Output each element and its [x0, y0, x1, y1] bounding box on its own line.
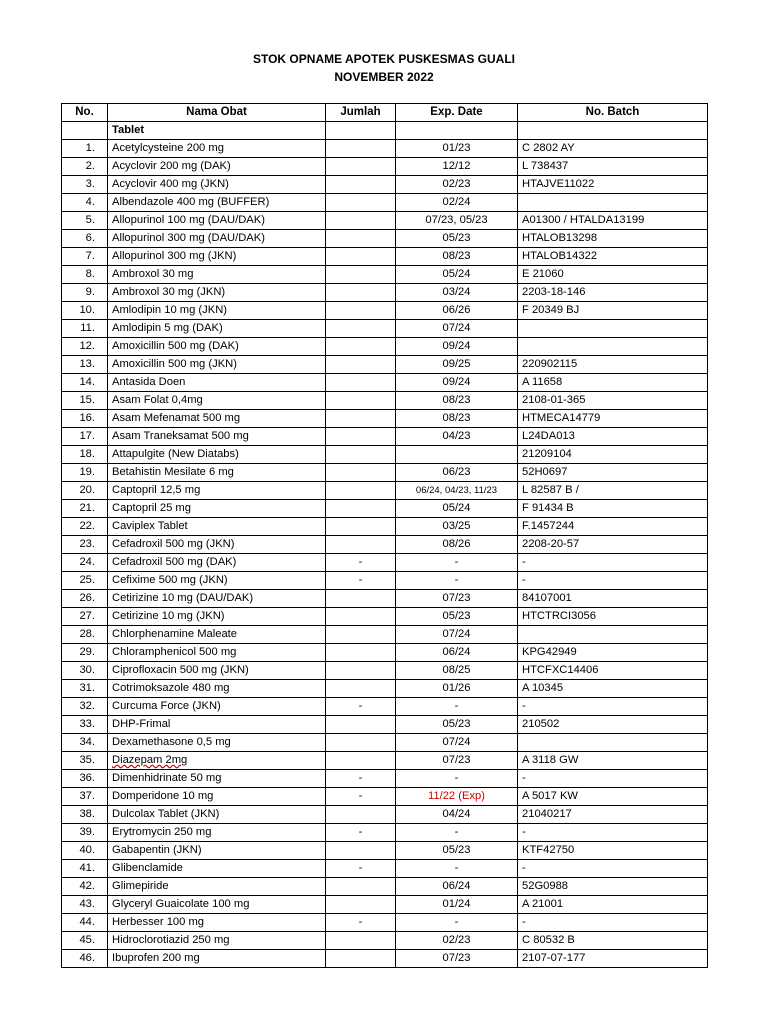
drug-name: Amlodipin 5 mg (DAK)	[108, 320, 326, 338]
row-number: 35.	[62, 752, 108, 770]
drug-name: Cefixime 500 mg (JKN)	[108, 572, 326, 590]
table-row	[62, 914, 708, 932]
table-row	[62, 356, 708, 374]
table-row	[62, 392, 708, 410]
drug-name: Cefadroxil 500 mg (JKN)	[108, 536, 326, 554]
table-row	[62, 158, 708, 176]
exp-date: 09/24	[396, 338, 518, 356]
exp-date: 07/24	[396, 734, 518, 752]
batch-number: HTALOB13298	[518, 230, 708, 248]
exp-date: 02/23	[396, 176, 518, 194]
table-row	[62, 248, 708, 266]
batch-number: 2203-18-146	[518, 284, 708, 302]
row-number: 30.	[62, 662, 108, 680]
row-number: 6.	[62, 230, 108, 248]
column-header-batch: No. Batch	[518, 104, 708, 122]
batch-number: -	[518, 824, 708, 842]
quantity	[326, 410, 396, 428]
quantity: -	[326, 572, 396, 590]
row-number: 8.	[62, 266, 108, 284]
table-row	[62, 842, 708, 860]
batch-number: KPG42949	[518, 644, 708, 662]
row-number: 13.	[62, 356, 108, 374]
drug-name: Captopril 12,5 mg	[108, 482, 326, 500]
drug-name: Attapulgite (New Diatabs)	[108, 446, 326, 464]
batch-number: C 80532 B	[518, 932, 708, 950]
exp-date: 08/23	[396, 248, 518, 266]
quantity: -	[326, 770, 396, 788]
exp-date: -	[396, 554, 518, 572]
table-row	[62, 140, 708, 158]
row-number: 27.	[62, 608, 108, 626]
quantity	[326, 446, 396, 464]
drug-name: Cetirizine 10 mg (DAU/DAK)	[108, 590, 326, 608]
batch-number: F.1457244	[518, 518, 708, 536]
exp-date: 08/23	[396, 410, 518, 428]
drug-name: Allopurinol 300 mg (JKN)	[108, 248, 326, 266]
exp-date: 07/24	[396, 626, 518, 644]
column-header-exp-date: Exp. Date	[396, 104, 518, 122]
exp-date: 04/24	[396, 806, 518, 824]
table-row	[62, 374, 708, 392]
table-row	[62, 788, 708, 806]
exp-date: 06/24	[396, 878, 518, 896]
table-row	[62, 572, 708, 590]
exp-date: 06/26	[396, 302, 518, 320]
table-row	[62, 500, 708, 518]
row-number: 15.	[62, 392, 108, 410]
exp-date: 06/23	[396, 464, 518, 482]
quantity	[326, 716, 396, 734]
row-number: 17.	[62, 428, 108, 446]
batch-number: E 21060	[518, 266, 708, 284]
drug-name: Gabapentin (JKN)	[108, 842, 326, 860]
quantity: -	[326, 914, 396, 932]
exp-date: 07/23, 05/23	[396, 212, 518, 230]
quantity	[326, 464, 396, 482]
table-row	[62, 230, 708, 248]
table-row	[62, 194, 708, 212]
exp-date: 05/24	[396, 266, 518, 284]
quantity	[326, 842, 396, 860]
drug-name: Antasida Doen	[108, 374, 326, 392]
batch-number: 2108-01-365	[518, 392, 708, 410]
quantity	[326, 626, 396, 644]
batch-number: 52H0697	[518, 464, 708, 482]
batch-number: HTCTRCI3056	[518, 608, 708, 626]
column-header-no: No.	[62, 104, 108, 122]
quantity	[326, 644, 396, 662]
batch-number: A 10345	[518, 680, 708, 698]
exp-date: -	[396, 824, 518, 842]
drug-name: Hidroclorotiazid 250 mg	[108, 932, 326, 950]
row-number: 23.	[62, 536, 108, 554]
exp-date: 09/24	[396, 374, 518, 392]
table-row	[62, 608, 708, 626]
row-number: 24.	[62, 554, 108, 572]
row-number: 41.	[62, 860, 108, 878]
drug-name: Ciprofloxacin 500 mg (JKN)	[108, 662, 326, 680]
batch-number: -	[518, 572, 708, 590]
exp-date	[396, 446, 518, 464]
row-number: 32.	[62, 698, 108, 716]
quantity	[326, 608, 396, 626]
quantity	[326, 896, 396, 914]
drug-name: Dexamethasone 0,5 mg	[108, 734, 326, 752]
drug-name: Acyclovir 400 mg (JKN)	[108, 176, 326, 194]
exp-date: 05/23	[396, 608, 518, 626]
batch-number: -	[518, 554, 708, 572]
table-row	[62, 950, 708, 968]
row-number: 26.	[62, 590, 108, 608]
table-row	[62, 464, 708, 482]
drug-name: Ambroxol 30 mg (JKN)	[108, 284, 326, 302]
row-number: 10.	[62, 302, 108, 320]
drug-name: Diazepam 2mg	[108, 752, 326, 770]
quantity	[326, 158, 396, 176]
drug-name: Acetylcysteine 200 mg	[108, 140, 326, 158]
quantity	[326, 878, 396, 896]
drug-name: Ambroxol 30 mg	[108, 266, 326, 284]
row-number: 20.	[62, 482, 108, 500]
section-row	[62, 122, 708, 140]
row-number: 9.	[62, 284, 108, 302]
quantity	[326, 338, 396, 356]
drug-name: Chloramphenicol 500 mg	[108, 644, 326, 662]
drug-name: Domperidone 10 mg	[108, 788, 326, 806]
drug-name: Caviplex Tablet	[108, 518, 326, 536]
drug-name: Dulcolax Tablet (JKN)	[108, 806, 326, 824]
exp-date: 05/24	[396, 500, 518, 518]
quantity: -	[326, 860, 396, 878]
exp-date: 09/25	[396, 356, 518, 374]
drug-name: Albendazole 400 mg (BUFFER)	[108, 194, 326, 212]
row-number: 46.	[62, 950, 108, 968]
quantity	[326, 302, 396, 320]
row-number: 31.	[62, 680, 108, 698]
quantity	[326, 662, 396, 680]
table-row	[62, 302, 708, 320]
row-number: 44.	[62, 914, 108, 932]
row-number: 42.	[62, 878, 108, 896]
quantity	[326, 806, 396, 824]
drug-name: Allopurinol 100 mg (DAU/DAK)	[108, 212, 326, 230]
row-number: 19.	[62, 464, 108, 482]
table-row	[62, 680, 708, 698]
quantity	[326, 248, 396, 266]
drug-name: Cetirizine 10 mg (JKN)	[108, 608, 326, 626]
batch-number	[518, 320, 708, 338]
batch-number: 220902115	[518, 356, 708, 374]
batch-number: HTCFXC14406	[518, 662, 708, 680]
table-row	[62, 716, 708, 734]
table-row	[62, 482, 708, 500]
exp-date: 06/24	[396, 644, 518, 662]
batch-number: F 91434 B	[518, 500, 708, 518]
batch-number: 2208-20-57	[518, 536, 708, 554]
quantity	[326, 428, 396, 446]
batch-number: KTF42750	[518, 842, 708, 860]
quantity	[326, 374, 396, 392]
row-number: 4.	[62, 194, 108, 212]
column-header-jumlah: Jumlah	[326, 104, 396, 122]
exp-date: 07/23	[396, 590, 518, 608]
exp-date: 06/24, 04/23, 11/23	[396, 482, 518, 500]
batch-number	[518, 626, 708, 644]
quantity	[326, 212, 396, 230]
row-number: 37.	[62, 788, 108, 806]
drug-name: Glibenclamide	[108, 860, 326, 878]
table-row	[62, 536, 708, 554]
batch-number: 2107-07-177	[518, 950, 708, 968]
stock-table	[61, 103, 708, 968]
exp-date: 05/23	[396, 842, 518, 860]
row-number: 43.	[62, 896, 108, 914]
quantity	[326, 482, 396, 500]
row-number: 16.	[62, 410, 108, 428]
row-number: 5.	[62, 212, 108, 230]
quantity	[326, 680, 396, 698]
drug-name: Asam Mefenamat 500 mg	[108, 410, 326, 428]
section-label: Tablet	[108, 122, 326, 140]
batch-number: L24DA013	[518, 428, 708, 446]
exp-date: -	[396, 860, 518, 878]
batch-number: A 11658	[518, 374, 708, 392]
table-row	[62, 860, 708, 878]
drug-name: Cefadroxil 500 mg (DAK)	[108, 554, 326, 572]
row-number: 22.	[62, 518, 108, 536]
row-number: 2.	[62, 158, 108, 176]
exp-date: 07/23	[396, 752, 518, 770]
drug-name: Amoxicillin 500 mg (DAK)	[108, 338, 326, 356]
quantity	[326, 536, 396, 554]
drug-name: Glyceryl Guaicolate 100 mg	[108, 896, 326, 914]
table-row	[62, 896, 708, 914]
batch-number: L 82587 B /	[518, 482, 708, 500]
drug-name: Cotrimoksazole 480 mg	[108, 680, 326, 698]
row-number: 36.	[62, 770, 108, 788]
table-row	[62, 338, 708, 356]
row-number: 40.	[62, 842, 108, 860]
batch-number: 210502	[518, 716, 708, 734]
quantity	[326, 734, 396, 752]
drug-name: Ibuprofen 200 mg	[108, 950, 326, 968]
exp-date: -	[396, 914, 518, 932]
row-number: 18.	[62, 446, 108, 464]
row-number: 29.	[62, 644, 108, 662]
table-row	[62, 806, 708, 824]
batch-number: F 20349 BJ	[518, 302, 708, 320]
batch-number: 52G0988	[518, 878, 708, 896]
drug-name: Acyclovir 200 mg (DAK)	[108, 158, 326, 176]
table-header-row	[62, 104, 708, 122]
table-row	[62, 554, 708, 572]
table-row	[62, 626, 708, 644]
table-row	[62, 212, 708, 230]
row-number: 45.	[62, 932, 108, 950]
drug-name: Curcuma Force (JKN)	[108, 698, 326, 716]
row-number: 28.	[62, 626, 108, 644]
document-period: NOVEMBER 2022	[334, 70, 434, 84]
exp-date: 02/23	[396, 932, 518, 950]
row-number: 34.	[62, 734, 108, 752]
quantity	[326, 140, 396, 158]
exp-date: 07/24	[396, 320, 518, 338]
quantity	[326, 284, 396, 302]
exp-date: 01/26	[396, 680, 518, 698]
batch-number: 21040217	[518, 806, 708, 824]
row-number: 3.	[62, 176, 108, 194]
exp-date: 02/24	[396, 194, 518, 212]
batch-number: -	[518, 860, 708, 878]
table-row	[62, 410, 708, 428]
quantity	[326, 176, 396, 194]
row-number: 14.	[62, 374, 108, 392]
quantity: -	[326, 554, 396, 572]
drug-name: DHP-Frimal	[108, 716, 326, 734]
table-row	[62, 734, 708, 752]
batch-number: HTAJVE11022	[518, 176, 708, 194]
table-row	[62, 284, 708, 302]
row-number: 38.	[62, 806, 108, 824]
batch-number	[518, 194, 708, 212]
table-row	[62, 932, 708, 950]
drug-name: Glimepiride	[108, 878, 326, 896]
exp-date: 05/23	[396, 716, 518, 734]
row-number: 1.	[62, 140, 108, 158]
batch-number: A 3118 GW	[518, 752, 708, 770]
quantity	[326, 320, 396, 338]
quantity: -	[326, 698, 396, 716]
table-row	[62, 266, 708, 284]
drug-name: Allopurinol 300 mg (DAU/DAK)	[108, 230, 326, 248]
batch-number	[518, 338, 708, 356]
table-row	[62, 644, 708, 662]
exp-date: -	[396, 770, 518, 788]
exp-date: 05/23	[396, 230, 518, 248]
drug-name: Betahistin Mesilate 6 mg	[108, 464, 326, 482]
batch-number: L 738437	[518, 158, 708, 176]
exp-date: 04/23	[396, 428, 518, 446]
quantity	[326, 752, 396, 770]
drug-name: Chlorphenamine Maleate	[108, 626, 326, 644]
drug-name: Dimenhidrinate 50 mg	[108, 770, 326, 788]
row-number: 7.	[62, 248, 108, 266]
batch-number: 21209104	[518, 446, 708, 464]
quantity	[326, 950, 396, 968]
table-row	[62, 878, 708, 896]
batch-number: A 5017 KW	[518, 788, 708, 806]
row-number: 25.	[62, 572, 108, 590]
table-row	[62, 824, 708, 842]
drug-name: Herbesser 100 mg	[108, 914, 326, 932]
row-number: 11.	[62, 320, 108, 338]
quantity	[326, 518, 396, 536]
quantity	[326, 356, 396, 374]
batch-number: HTMECA14779	[518, 410, 708, 428]
batch-number	[518, 734, 708, 752]
exp-date: 08/26	[396, 536, 518, 554]
drug-name: Erytromycin 250 mg	[108, 824, 326, 842]
table-row	[62, 770, 708, 788]
row-number: 33.	[62, 716, 108, 734]
quantity	[326, 194, 396, 212]
table-row	[62, 590, 708, 608]
row-number: 21.	[62, 500, 108, 518]
table-row	[62, 446, 708, 464]
exp-date: -	[396, 698, 518, 716]
quantity	[326, 932, 396, 950]
drug-name: Captopril 25 mg	[108, 500, 326, 518]
exp-date: 08/25	[396, 662, 518, 680]
table-row	[62, 698, 708, 716]
table-row	[62, 752, 708, 770]
row-number: 12.	[62, 338, 108, 356]
drug-name: Amoxicillin 500 mg (JKN)	[108, 356, 326, 374]
exp-date: 01/24	[396, 896, 518, 914]
table-row	[62, 320, 708, 338]
batch-number: C 2802 AY	[518, 140, 708, 158]
row-number: 39.	[62, 824, 108, 842]
exp-date: -	[396, 572, 518, 590]
exp-date: 12/12	[396, 158, 518, 176]
quantity	[326, 500, 396, 518]
quantity	[326, 266, 396, 284]
drug-name: Amlodipin 10 mg (JKN)	[108, 302, 326, 320]
exp-date: 08/23	[396, 392, 518, 410]
quantity: -	[326, 788, 396, 806]
quantity	[326, 230, 396, 248]
column-header-name: Nama Obat	[108, 104, 326, 122]
batch-number: -	[518, 770, 708, 788]
exp-date: 01/23	[396, 140, 518, 158]
drug-name: Asam Folat 0,4mg	[108, 392, 326, 410]
quantity	[326, 392, 396, 410]
exp-date: 11/22 (Exp)	[396, 788, 518, 806]
quantity	[326, 590, 396, 608]
batch-number: A 21001	[518, 896, 708, 914]
exp-date: 03/25	[396, 518, 518, 536]
drug-name: Asam Traneksamat 500 mg	[108, 428, 326, 446]
exp-date: 07/23	[396, 950, 518, 968]
batch-number: A01300 / HTALDA13199	[518, 212, 708, 230]
document-title: STOK OPNAME APOTEK PUSKESMAS GUALI	[252, 52, 516, 66]
quantity: -	[326, 824, 396, 842]
table-row	[62, 176, 708, 194]
table-row	[62, 428, 708, 446]
table-row	[62, 518, 708, 536]
batch-number: HTALOB14322	[518, 248, 708, 266]
batch-number: -	[518, 914, 708, 932]
batch-number: -	[518, 698, 708, 716]
batch-number: 84107001	[518, 590, 708, 608]
table-row	[62, 662, 708, 680]
exp-date: 03/24	[396, 284, 518, 302]
